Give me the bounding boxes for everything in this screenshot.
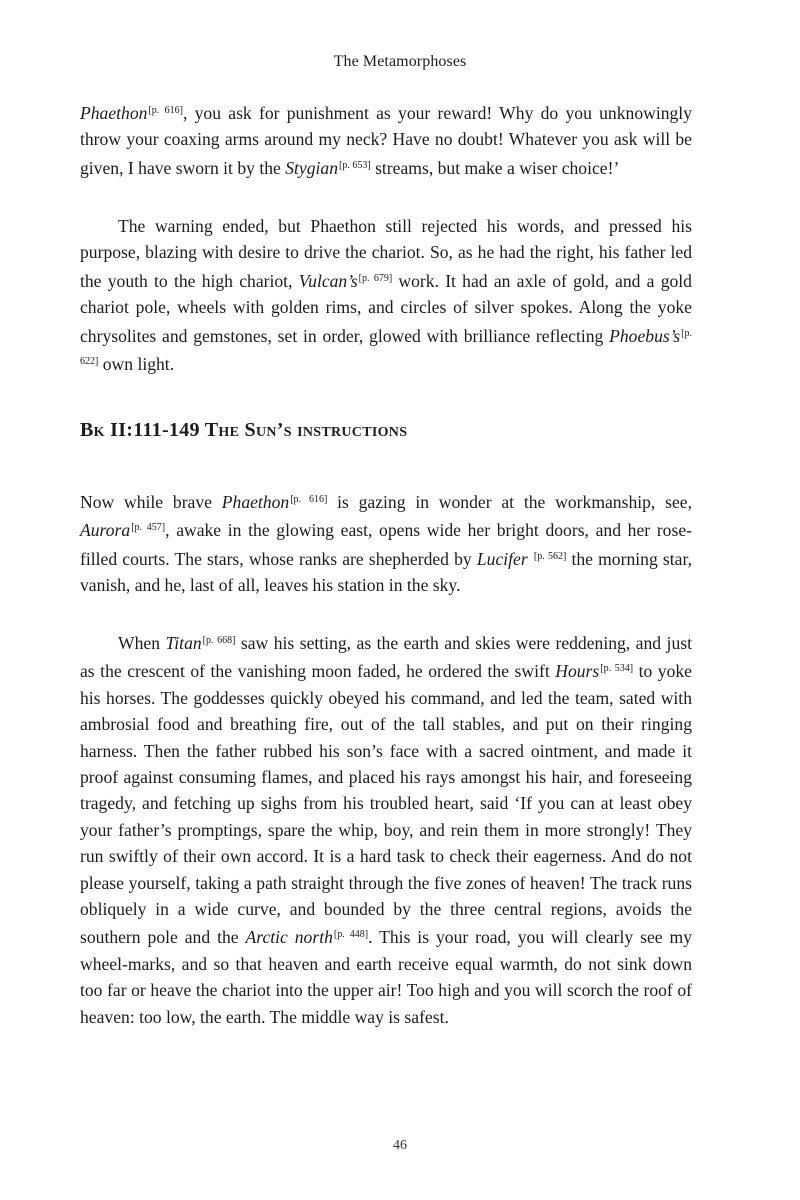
page-reference: [p. 448] — [333, 929, 369, 941]
italic-name: Lucifer — [476, 548, 528, 569]
page-reference: [p. 616] — [148, 105, 183, 116]
italic-name: Stygian — [285, 157, 338, 178]
page-reference: [p. 616] — [290, 494, 328, 505]
paragraph-text: When Titan[p. 668] saw his setting, as the earth and skies were reddening, and just as the crescent of the vanishing moon faded, he ordered the swift Hours[p. 534] to yoke his horses. The goddesses quickly obeyed his command, and led the team, sated with ambrosial food and breathing fire, out of the tall stables, and put on their ringing harness. Then the father rubbed his son’s face with a sacred ointment, and made it proof against consuming flames, and placed his rays amongst his hair, and foreseeing tragedy, and fetching up sighs from his troubled heart, said ‘If you can at least obey your father’s promptings, spare the whip, boy, and rein them in more strongly! They run swiftly of their own accord. It is a hard task to check their eagerness. And do not please yourself, taking a path straight through the five zones of heaven! The track runs obliquely in a wide curve, and bounded by the three central regions, avoids the southern pole and the Arctic north[p. 448]. This is your road, you will clearly see my wheel-marks, and so that heaven and earth receive equal warmth, do not sink down too far or heave the chariot into the upper air! Too high and you will scorch the roof of heaven: too low, the earth. The middle way is safest. — [80, 633, 693, 1027]
page-reference: [p. 534] — [600, 663, 634, 675]
page-reference: [p. 622] — [80, 327, 692, 368]
paragraph-text: Now while brave Phaethon[p. 616] is gazing in wonder at the workmanship, see, Aurora[p. 457], awake in the glowing east, opens wide her bright doors, and her rose-filled courts. The stars, whose ranks are shepherded by Lucifer [p. 562] the morning star, vanish, and he, last of all, leaves his station in the sky. — [80, 492, 692, 596]
paragraph-text: Phaethon[p. 616], you ask for punishment as your reward! Why do you unknowingly throw your coaxing arms around my neck? Have no doubt! Whatever you ask will be given, I have sworn it by the Stygian[p. 653] streams, but make a wiser choice!’ — [80, 103, 692, 178]
page-reference: [p. 457] — [131, 522, 166, 534]
italic-name: Phoebus’s — [609, 325, 681, 346]
paragraph — [80, 487, 692, 599]
section-heading: Bk II:111-149 The Sun’s instructions — [80, 419, 408, 441]
italic-name: Vulcan’s — [298, 270, 358, 291]
italic-name: Titan — [165, 633, 202, 653]
italic-name: Aurora — [80, 520, 131, 541]
running-head: The Metamorphoses — [333, 53, 467, 70]
italic-name: Arctic north — [245, 927, 333, 948]
paragraph-text: The warning ended, but Phaethon still rejected his words, and pressed his purpose, blazing with desire to drive the chariot. So, as he had the right, his father led the youth to the high chariot, Vulcan’s[p. 679] work. It had an axle of gold, and a gold chariot pole, wheels with golden rims, and circles of silver spokes. Along the yoke chrysolites and gemstones, set in order, glowed with brilliance reflecting Phoebus’s[p. 622] own light. — [80, 216, 692, 375]
paragraph — [80, 213, 692, 377]
italic-name: Phaethon — [80, 103, 148, 123]
italic-name: Phaethon — [221, 492, 290, 512]
page-reference: [p. 679] — [358, 272, 393, 284]
paragraph — [80, 98, 692, 181]
page-reference: [p. 668] — [202, 635, 236, 646]
page-number: 46 — [393, 1138, 407, 1153]
paragraph — [80, 628, 692, 1030]
page-reference: [p. 653] — [339, 159, 371, 171]
italic-name: Hours — [555, 661, 600, 682]
page-reference: [p. 562] — [533, 550, 567, 562]
